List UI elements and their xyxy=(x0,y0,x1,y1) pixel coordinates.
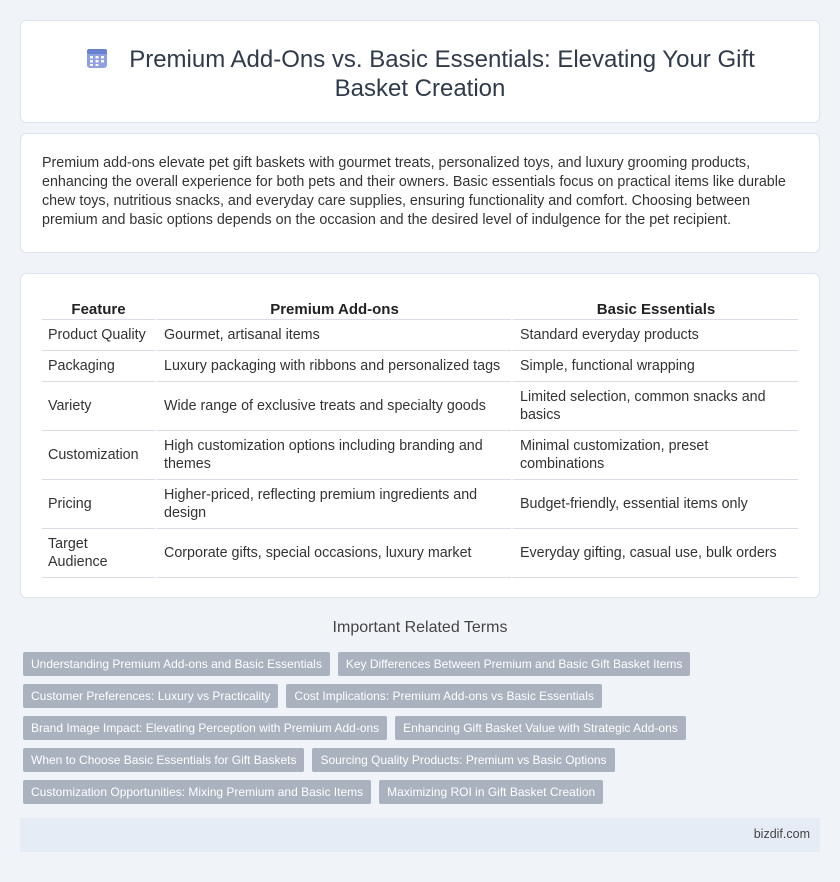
table-row xyxy=(42,382,798,431)
related-tag[interactable]: Enhancing Gift Basket Value with Strategic Add-ons xyxy=(395,716,686,740)
related-tag[interactable]: Sourcing Quality Products: Premium vs Basic Options xyxy=(312,748,614,772)
table-row xyxy=(42,431,798,480)
premium-cell: Corporate gifts, special occasions, luxury market xyxy=(155,529,511,578)
related-tag[interactable]: Cost Implications: Premium Add-ons vs Basic Essentials xyxy=(286,684,601,708)
premium-cell: Gourmet, artisanal items xyxy=(155,320,511,351)
premium-cell: High customization options including branding and themes xyxy=(155,431,511,480)
footer-site[interactable]: bizdif.com xyxy=(753,827,810,841)
intro-card xyxy=(20,133,820,253)
tag-row xyxy=(23,684,813,708)
related-terms-title: Important Related Terms xyxy=(332,619,508,636)
related-tag[interactable]: Customer Preferences: Luxury vs Practicality xyxy=(23,684,278,708)
header-premium: Premium Add-ons xyxy=(155,295,511,320)
related-tag[interactable]: Understanding Premium Add-ons and Basic Essentials xyxy=(23,652,330,676)
related-tag[interactable]: Customization Opportunities: Mixing Premium and Basic Items xyxy=(23,780,371,804)
page-title-wrap xyxy=(21,45,819,103)
related-tag[interactable]: Brand Image Impact: Elevating Perception with Premium Add-ons xyxy=(23,716,387,740)
tag-row xyxy=(23,652,813,676)
table-row xyxy=(42,320,798,351)
premium-cell: Higher-priced, reflecting premium ingredients and design xyxy=(155,480,511,529)
basic-cell: Standard everyday products xyxy=(511,320,798,351)
feature-cell: Target Audience xyxy=(42,529,155,578)
tag-row xyxy=(23,716,813,740)
footer xyxy=(20,818,820,852)
related-tags xyxy=(23,652,813,812)
basic-cell: Minimal customization, preset combinations xyxy=(511,431,798,480)
basic-cell: Simple, functional wrapping xyxy=(511,351,798,382)
page-title: Premium Add-Ons vs. Basic Essentials: Elevating Your Gift Basket Creation xyxy=(129,46,755,102)
table-row xyxy=(42,480,798,529)
calendar-icon xyxy=(85,46,109,70)
premium-cell: Wide range of exclusive treats and specialty goods xyxy=(155,382,511,431)
tag-row xyxy=(23,780,813,804)
related-tag[interactable]: Maximizing ROI in Gift Basket Creation xyxy=(379,780,603,804)
feature-cell: Pricing xyxy=(42,480,155,529)
comparison-table xyxy=(42,295,798,578)
basic-cell: Limited selection, common snacks and basics xyxy=(511,382,798,431)
table-header-row xyxy=(42,295,798,320)
related-tag[interactable]: Key Differences Between Premium and Basic Gift Basket Items xyxy=(338,652,691,676)
basic-cell: Budget-friendly, essential items only xyxy=(511,480,798,529)
header-basic: Basic Essentials xyxy=(511,295,798,320)
basic-cell: Everyday gifting, casual use, bulk orders xyxy=(511,529,798,578)
header-card xyxy=(20,20,820,123)
table-row xyxy=(42,529,798,578)
intro-paragraph: Premium add-ons elevate pet gift baskets with gourmet treats, personalized toys, and luxury grooming products, enhancing the overall experience for both pets and their owners. Basic essentials focus on practical items like durable chew toys, nutritious snacks, and everyday care supplies, ensuring functionality and comfort. Choosing between premium and basic options depends on the occasion and the desired level of indulgence for the pet recipient. xyxy=(42,155,786,228)
feature-cell: Packaging xyxy=(42,351,155,382)
related-tag[interactable]: When to Choose Basic Essentials for Gift Baskets xyxy=(23,748,304,772)
feature-cell: Customization xyxy=(42,431,155,480)
header-feature: Feature xyxy=(42,295,155,320)
feature-cell: Product Quality xyxy=(42,320,155,351)
premium-cell: Luxury packaging with ribbons and personalized tags xyxy=(155,351,511,382)
tag-row xyxy=(23,748,813,772)
comparison-card xyxy=(20,273,820,598)
table-row xyxy=(42,351,798,382)
feature-cell: Variety xyxy=(42,382,155,431)
